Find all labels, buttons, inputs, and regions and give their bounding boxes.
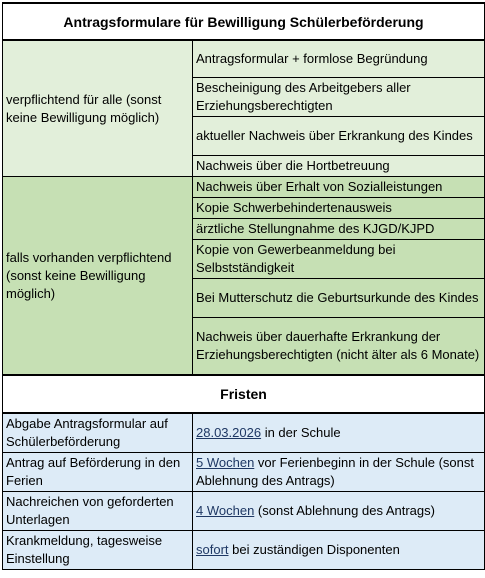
list-item: Kopie von Gewerbeanmeldung bei Selbstständigkeit: [193, 240, 485, 279]
deadline-label: Abgabe Antragsformular auf Schülerbeförderung: [3, 413, 193, 453]
deadline-value-highlight: 28.03.2026: [196, 425, 262, 440]
deadline-value-text: bei zuständigen Disponenten: [228, 542, 400, 557]
deadlines-title-row: [3, 375, 485, 413]
requirements-table: [2, 2, 485, 570]
table-row: [3, 492, 485, 531]
deadline-value-text: vor Ferienbeginn in der Schule (sonst Ablehnung des Antrags): [196, 455, 474, 488]
title-row: [3, 3, 485, 40]
group-optional-label: falls vorhanden verpflichtend (sonst keine Bewilligung möglich): [3, 177, 193, 376]
deadline-value-highlight: 4 Wochen: [196, 503, 255, 518]
deadline-value-highlight: sofort: [196, 542, 229, 557]
deadline-value: [193, 492, 485, 531]
deadline-label: Antrag auf Beförderung in den Ferien: [3, 453, 193, 492]
deadline-value-text: in der Schule: [261, 425, 341, 440]
deadline-label: Nachreichen von geforderten Unterlagen: [3, 492, 193, 531]
list-item: Bei Mutterschutz die Geburtsurkunde des Kindes: [193, 279, 485, 318]
deadlines-title: Fristen: [3, 375, 485, 413]
table-row: [3, 413, 485, 453]
table-row: [3, 531, 485, 570]
list-item: Nachweis über die Hortbetreuung: [193, 156, 485, 177]
list-item: Bescheinigung des Arbeitgebers aller Erziehungsberechtigten: [193, 78, 485, 117]
table-title: Antragsformulare für Bewilligung Schülerbeförderung: [3, 3, 485, 40]
deadline-value: [193, 453, 485, 492]
table-row: [3, 40, 485, 78]
deadline-value-highlight: 5 Wochen: [196, 455, 255, 470]
group-required-label: verpflichtend für alle (sonst keine Bewilligung möglich): [3, 40, 193, 177]
list-item: ärztliche Stellungnahme des KJGD/KJPD: [193, 219, 485, 240]
deadline-value: [193, 413, 485, 453]
table-row: [3, 177, 485, 198]
table-row: [3, 453, 485, 492]
deadline-value-text: (sonst Ablehnung des Antrags): [254, 503, 435, 518]
deadline-value: [193, 531, 485, 570]
list-item: Kopie Schwerbehindertenausweis: [193, 198, 485, 219]
list-item: aktueller Nachweis über Erkrankung des Kindes: [193, 117, 485, 156]
list-item: Nachweis über dauerhafte Erkrankung der Erziehungsberechtigten (nicht älter als 6 Monate): [193, 318, 485, 376]
deadline-label: Krankmeldung, tagesweise Einstellung: [3, 531, 193, 570]
list-item: Nachweis über Erhalt von Sozialleistungen: [193, 177, 485, 198]
list-item: Antragsformular + formlose Begründung: [193, 40, 485, 78]
